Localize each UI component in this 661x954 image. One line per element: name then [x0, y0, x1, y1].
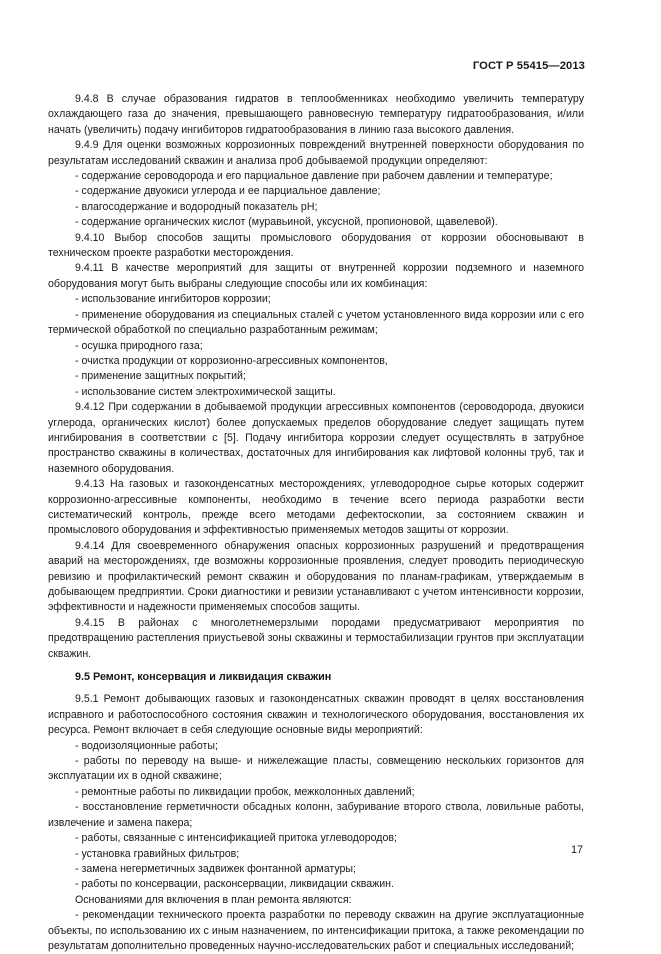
list-item: - ремонтные работы по ликвидации пробок, межколонных давлений; [75, 785, 415, 798]
list-item: - содержание двуокиси углерода и ее парциальное давление; [75, 185, 381, 198]
list-item: - применение оборудования из специальных сталей с учетом установленного вида коррозии или с его термической обработкой по специально разработанным режимам; [48, 308, 584, 337]
list-item: - работы по консервации, расконсервации, ликвидации скважин. [75, 878, 394, 891]
list-item: - рекомендации технического проекта разработки по переводу скважин на другие эксплуатационные объекты, по использованию их с иным назначением, по интенсификации притока, а также рекомендации по результатам дополнительно проведенных научно-исследовательских работ и специальных исследований; [48, 909, 584, 952]
list-item: - работы, связанные с интенсификацией притока углеводородов; [75, 832, 397, 845]
paragraph-9-5-1: 9.5.1 Ремонт добывающих газовых и газоконденсатных скважин проводят в целях восстановления исправного и работоспособного состояния скважин и технологического оборудования, восстановления их ресурса. Ремонт включает в себя следующие основные виды мероприятий: [48, 693, 584, 737]
list-item: - водоизоляционные работы; [75, 739, 218, 752]
list-item: - применение защитных покрытий; [75, 370, 246, 383]
list-item: - влагосодержание и водородный показатель pH; [75, 200, 318, 213]
paragraph-9-4-15: 9.4.15 В районах с многолетнемерзлыми породами предусматривают мероприятия по предотвращению растепления приустьевой зоны скважины и термостабилизации грунтов при эксплуатации скважин. [48, 616, 584, 660]
list-item: - очистка продукции от коррозионно-агрессивных компонентов, [75, 354, 388, 367]
list-item: - осушка природного газа; [75, 339, 203, 352]
list-item: - замена негерметичных задвижек фонтанной арматуры; [75, 862, 356, 875]
paragraph-9-4-12: 9.4.12 При содержании в добываемой продукции агрессивных компонентов (сероводорода, двуокиси углерода, органических кислот) более допускаемых пределов оборудование следует защищать путем ингибирования в соответствии с [5]. Подачу ингибитора коррозии следует осуществлять в затрубное пространство скважины в количествах, достаточных для ингибирования как лифтовой колонны труб, так и наземного оборудования. [48, 401, 584, 475]
paragraph-9-4-14: 9.4.14 Для своевременного обнаружения опасных коррозионных разрушений и предотвращения аварий на месторождениях, где возможны коррозионные проявления, следует проводить периодическую ревизию и профилактический ремонт скважин и оборудования по планам-графикам, утверждаемым в добывающем предприятии. Сроки диагностики и ревизии устанавливают с учетом интенсивности коррозии, эффективности и надежности применяемых способов защиты. [48, 539, 584, 614]
list-item: - содержание сероводорода и его парциальное давление при рабочем давлении и температуре; [75, 170, 553, 183]
page-number: 17 [570, 844, 583, 856]
list-item: - восстановление герметичности обсадных колонн, забуривание второго ствола, ловильные работы, извлечение и замена пакера; [48, 801, 584, 829]
list-item: - использование систем электрохимической защиты. [75, 385, 336, 398]
document-body [48, 92, 584, 954]
document-code: ГОСТ Р 55415—2013 [472, 60, 585, 72]
paragraph-9-4-13: 9.4.13 На газовых и газоконденсатных месторождениях, углеводородное сырье которых содержит коррозионно-агрессивные компоненты, необходимо в течение всего периода разработки вести систематический контроль, прежде всего методами дефектоскопии, за состоянием скважин и промыслового оборудования и эффективностью применяемых методов защиты от коррозии. [48, 478, 584, 537]
paragraph-grounds: Основаниями для включения в план ремонта являются: [75, 893, 352, 906]
list-item: - использование ингибиторов коррозии; [75, 293, 271, 306]
paragraph-9-4-8: 9.4.8 В случае образования гидратов в теплообменниках необходимо увеличить температуру охлаждающего газа до значения, превышающего равновесную температуру гидратообразования, и/или начать (увеличить) подачу ингибиторов гидратообразования в линию газа высокого давления. [48, 93, 584, 136]
paragraph-9-4-9: 9.4.9 Для оценки возможных коррозионных повреждений внутренней поверхности оборудования по результатам исследований скважин и анализа проб добываемой продукции определяют: [48, 139, 584, 167]
list-item: - работы по переводу на выше- и нижележащие пласты, совмещению нескольких горизонтов для эксплуатации их в одной скважине; [48, 755, 584, 783]
list-item: - установка гравийных фильтров; [75, 847, 240, 860]
section-heading: 9.5 Ремонт, консервация и ликвидация скважин [75, 671, 332, 684]
paragraph-9-4-11: 9.4.11 В качестве мероприятий для защиты от внутренней коррозии подземного и наземного оборудования могут быть выбраны следующие способы или их комбинация: [48, 262, 584, 290]
paragraph-9-4-10: 9.4.10 Выбор способов защиты промыслового оборудования от коррозии обосновывают в техническом проекте разработки месторождения. [48, 231, 584, 260]
list-item: - содержание органических кислот (муравьиной, уксусной, пропионовой, щавелевой). [75, 216, 498, 229]
